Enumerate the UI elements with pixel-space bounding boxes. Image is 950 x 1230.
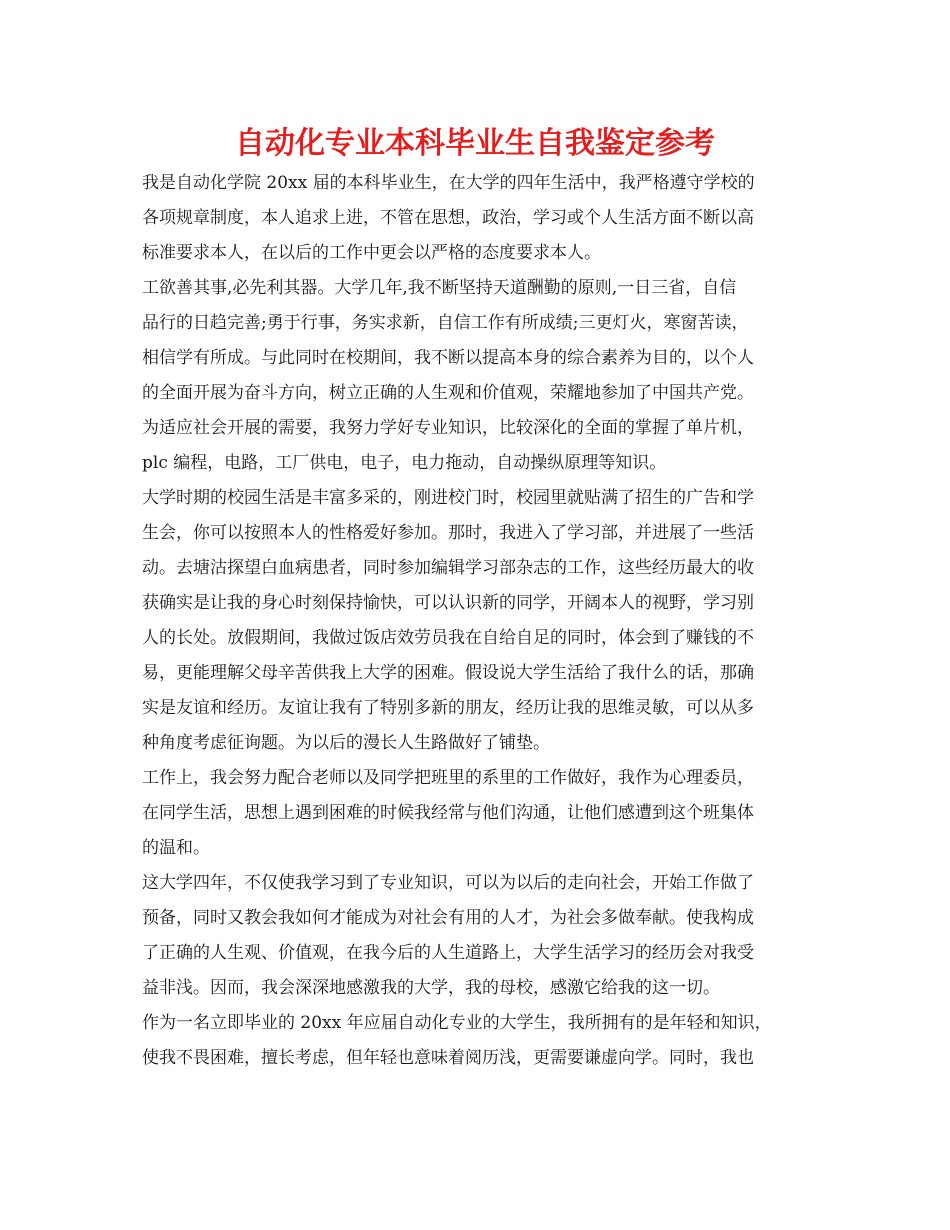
text-line: 动。去塘沽探望白血病患者，同时参加编辑学习部杂志的工作，这些经历最大的收 <box>142 558 754 578</box>
text-line: 工作上，我会努力配合老师以及同学把班里的系里的工作做好，我作为心理委员， <box>142 768 754 788</box>
text-line: 为适应社会开展的需要，我努力学好专业知识，比较深化的全面的掌握了单片机， <box>142 418 754 438</box>
text-line: 各项规章制度，本人追求上进，不管在思想，政治，学习或个人生活方面不断以高 <box>142 208 754 228</box>
text-line: 这大学四年，不仅使我学习到了专业知识，可以为以后的走向社会，开始工作做了 <box>142 873 754 893</box>
text-line: 在同学生活，思想上遇到困难的时候我经常与他们沟通，让他们感遭到这个班集体 <box>142 803 754 823</box>
text-line: 益非浅。因而，我会深深地感激我的大学，我的母校，感激它给我的这一切。 <box>142 978 720 998</box>
text-line: 相信学有所成。与此同时在校期间，我不断以提高本身的综合素养为目的，以个人 <box>142 348 754 368</box>
text-line: 品行的日趋完善;勇于行事，务实求新，自信工作有所成绩;三更灯火，寒窗苦读， <box>142 313 749 333</box>
text-line: 种角度考虑征询题。为以后的漫长人生路做好了铺垫。 <box>142 733 550 753</box>
text-line: 人的长处。放假期间，我做过饭店效劳员我在自给自足的同时，体会到了赚钱的不 <box>142 628 754 648</box>
text-line: 工欲善其事,必先利其器。大学几年,我不断坚持天道酬勤的原则,一日三省，自信 <box>142 278 737 298</box>
text-line: 我是自动化学院 20xx 届的本科毕业生，在大学的四年生活中，我严格遵守学校的 <box>142 173 755 193</box>
document-body <box>142 166 822 1076</box>
text-line: 预备，同时又教会我如何才能成为对社会有用的人才，为社会多做奉献。使我构成 <box>142 908 754 928</box>
text-line: 易，更能理解父母辛苦供我上大学的困难。假设说大学生活给了我什么的话，那确 <box>142 663 754 683</box>
text-line: 标准要求本人，在以后的工作中更会以严格的态度要求本人。 <box>142 243 601 263</box>
text-line: 的全面开展为奋斗方向，树立正确的人生观和价值观，荣耀地参加了中国共产党。 <box>142 383 754 403</box>
text-line: 生会，你可以按照本人的性格爱好参加。那时，我进入了学习部，并进展了一些活 <box>142 523 754 543</box>
document-title: 自动化专业本科毕业生自我鉴定参考 <box>235 126 715 161</box>
text-line: 的温和。 <box>142 838 210 858</box>
text-line: 获确实是让我的身心时刻保持愉快，可以认识新的同学，开阔本人的视野，学习别 <box>142 593 754 613</box>
text-line: 作为一名立即毕业的 20xx 年应届自动化专业的大学生，我所拥有的是年轻和知识， <box>142 1013 772 1033</box>
text-line: 使我不畏困难，擅长考虑，但年轻也意味着阅历浅，更需要谦虚向学。同时，我也 <box>142 1048 754 1068</box>
text-line: 大学时期的校园生活是丰富多采的，刚进校门时，校园里就贴满了招生的广告和学 <box>142 488 754 508</box>
text-line: 了正确的人生观、价值观，在我今后的人生道路上，大学生活学习的经历会对我受 <box>142 943 754 963</box>
text-line: plc 编程，电路，工厂供电，电子，电力拖动，自动操纵原理等知识。 <box>142 453 667 473</box>
text-line: 实是友谊和经历。友谊让我有了特别多新的朋友，经历让我的思维灵敏，可以从多 <box>142 698 754 718</box>
